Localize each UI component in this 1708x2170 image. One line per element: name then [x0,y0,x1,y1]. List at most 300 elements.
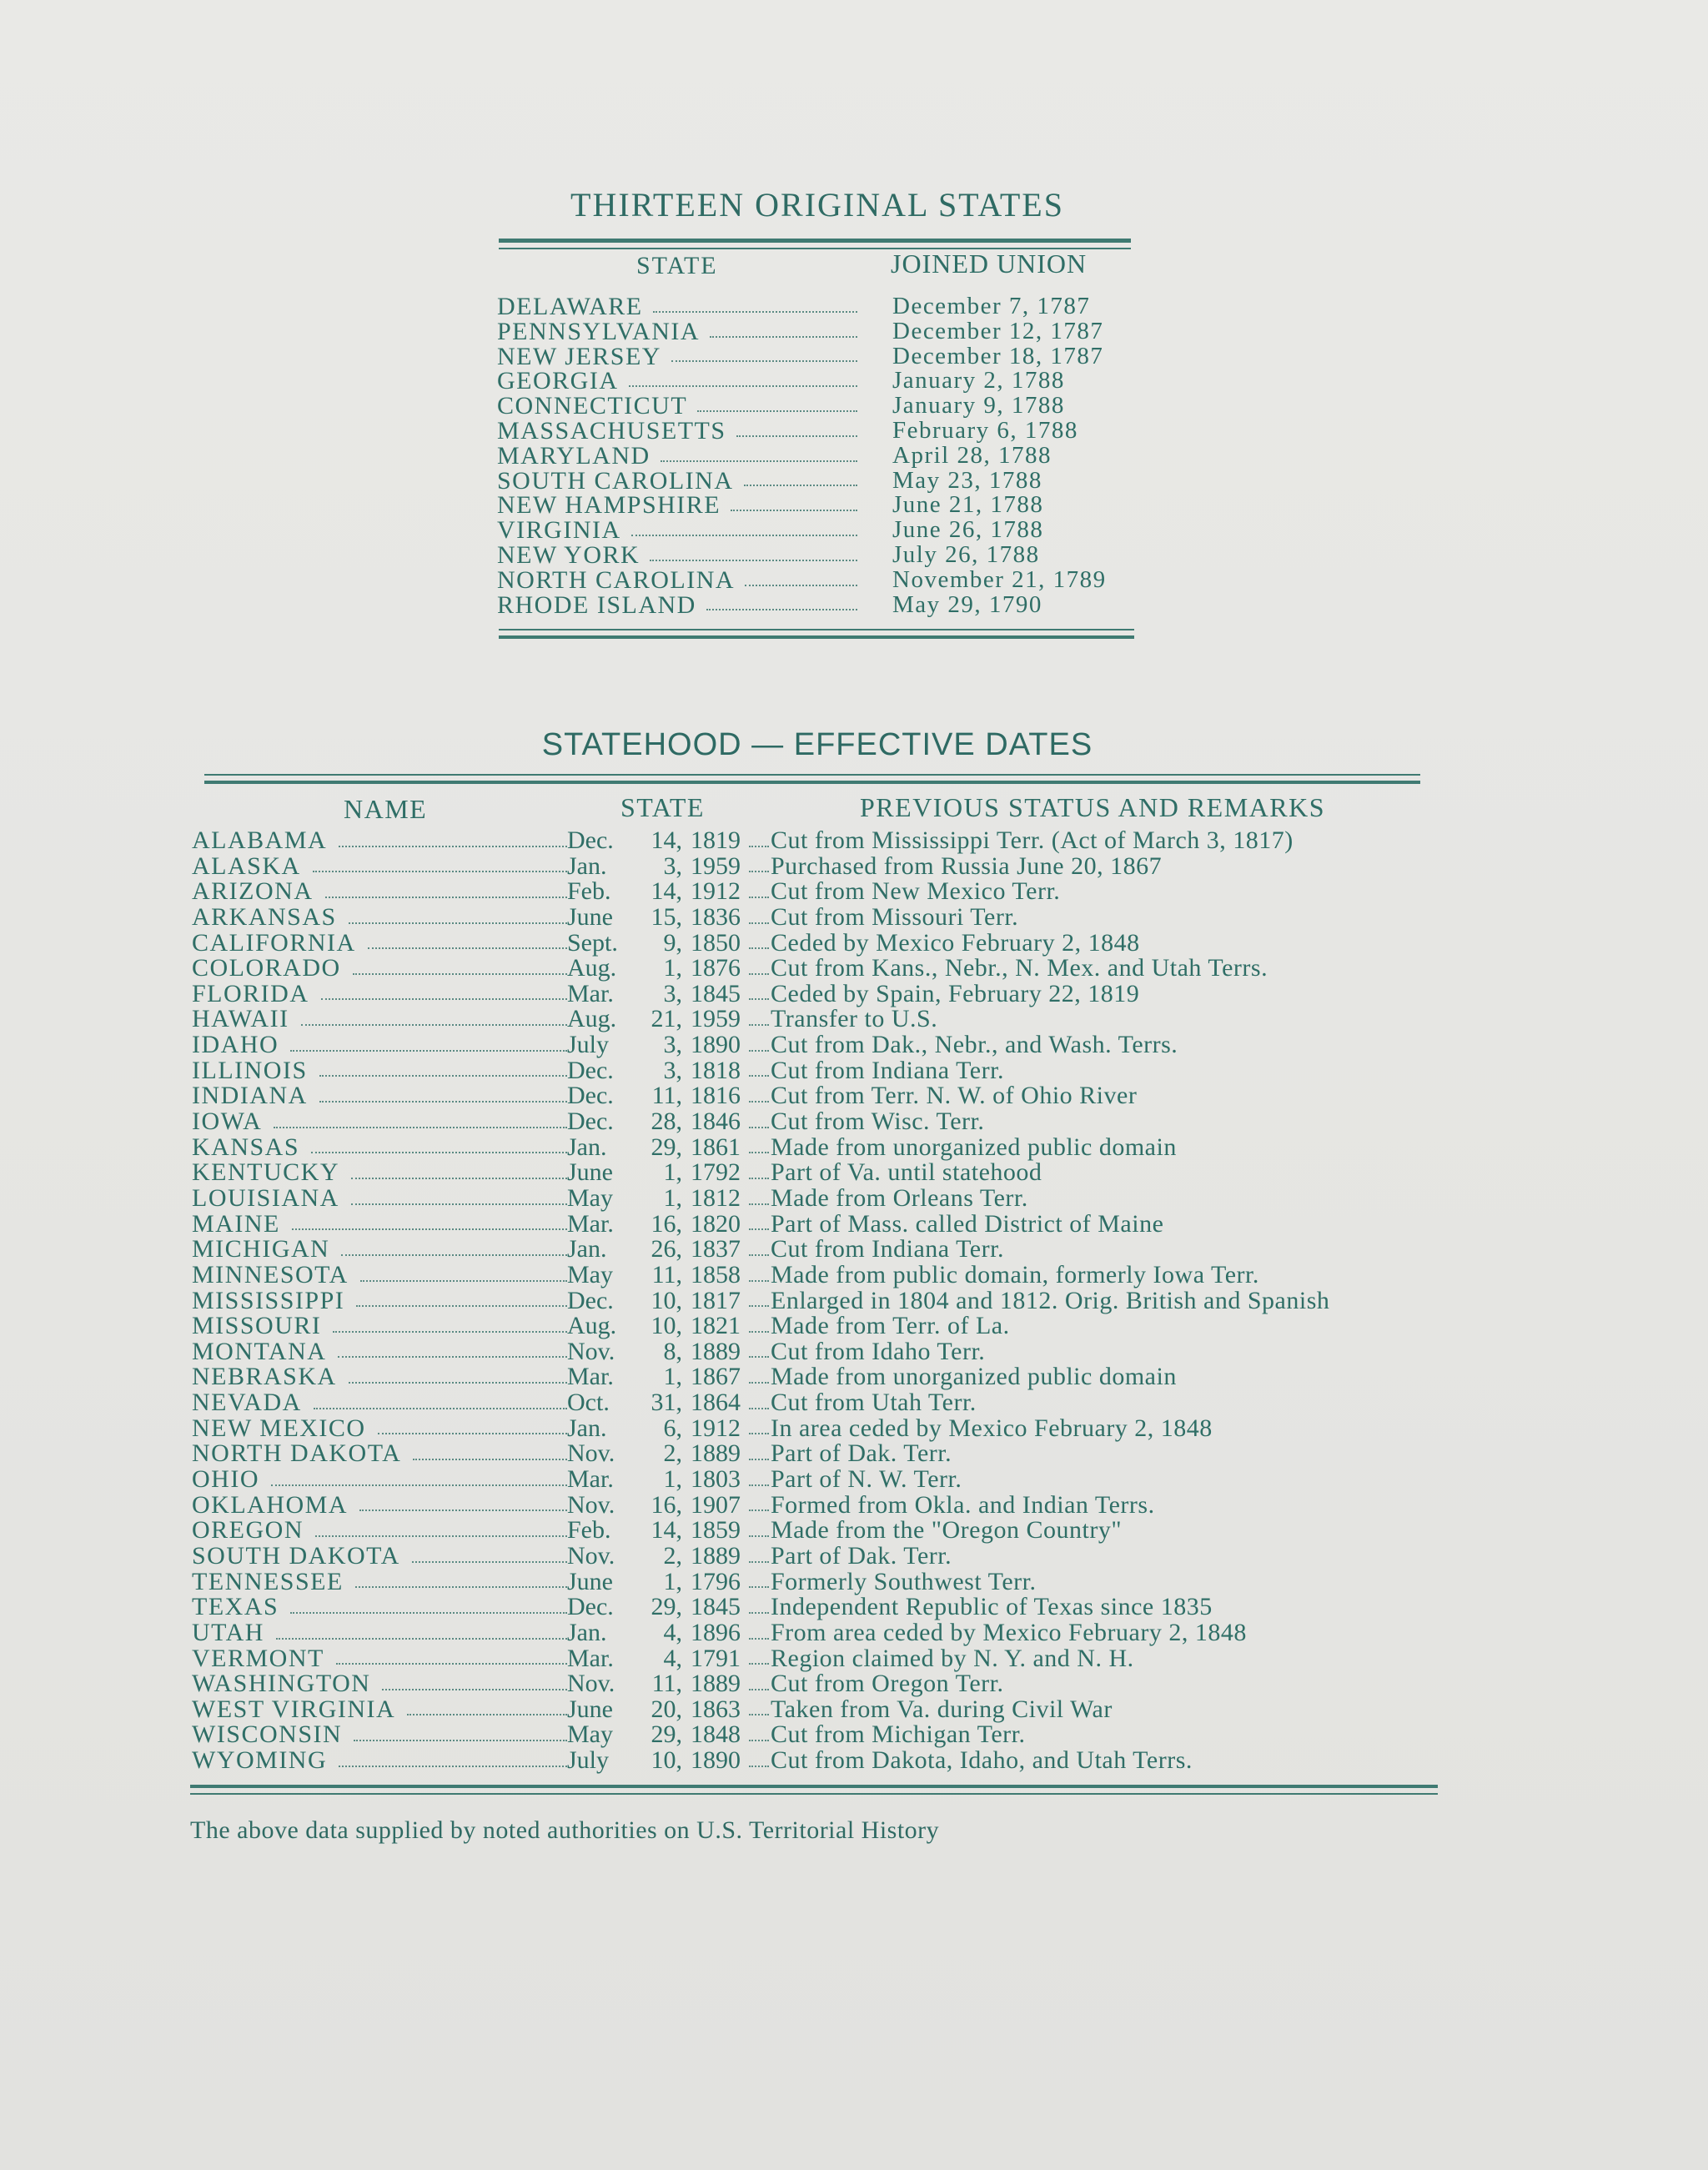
leader-dots [749,1083,769,1103]
original-state-name-cell [497,394,864,419]
leader-dots [274,1109,567,1128]
leader-dots [313,854,567,873]
statehood-day: 21, [651,1005,682,1033]
statehood-month: Jan. [567,1414,607,1442]
statehood-remark: Independent Republic of Texas since 1835 [771,1593,1213,1621]
statehood-row [192,1697,1393,1723]
statehood-month: May [567,1260,613,1288]
statehood-year: 1896 [691,1618,741,1646]
leader-dots [749,1416,769,1435]
leader-dots [368,931,567,950]
statehood-year: 1848 [691,1720,741,1749]
statehood-year: 1836 [691,902,741,931]
statehood-name-cell [192,1135,567,1161]
leader-dots [653,294,857,313]
original-state-name-cell [497,469,864,494]
statehood-year: 1876 [691,954,741,982]
statehood-name-cell [192,905,567,931]
statehood-name-cell [192,1263,567,1288]
statehood-state-name: ARKANSAS [192,904,337,931]
statehood-state-name: IDAHO [192,1032,279,1058]
leader-dots [749,1263,769,1282]
statehood-state-name: TENNESSEE [192,1569,344,1595]
leader-dots [749,1467,769,1486]
original-state-joined-date: December 12, 1787 [892,317,1104,344]
statehood-remark: Cut from Kans., Nebr., N. Mex. and Utah Terrs. [771,954,1268,982]
original-states-bottom-rule-thick [499,635,1134,639]
statehood-day: 29, [651,1133,682,1161]
leader-dots [749,828,769,847]
statehood-name-cell [192,1007,567,1032]
leader-dots [359,1493,567,1512]
statehood-month: Nov. [567,1541,615,1570]
statehood-year: 1863 [691,1695,741,1723]
leader-dots [749,931,769,950]
statehood-state-name: COLORADO [192,956,341,982]
statehood-year: 1889 [691,1439,741,1468]
statehood-day: 11, [651,1670,682,1698]
statehood-day: 14, [651,826,682,854]
statehood-row [192,928,1393,957]
statehood-year: 1912 [691,1414,741,1442]
leader-dots [749,1722,769,1741]
statehood-name-cell [192,1570,567,1595]
statehood-remark: Cut from Oregon Terr. [771,1670,1004,1698]
statehood-header-state: STATE [620,792,705,822]
leader-dots [749,1007,769,1026]
statehood-row [192,1288,1393,1314]
statehood-header-remarks: PREVIOUS STATUS AND REMARKS [860,792,1326,822]
leader-dots [271,1467,567,1486]
statehood-row [192,1058,1393,1084]
original-state-joined-date: July 26, 1788 [892,540,1040,568]
statehood-month: Mar. [567,1363,614,1391]
statehood-state-name: WASHINGTON [192,1671,371,1697]
statehood-year: 1907 [691,1490,741,1519]
statehood-state-name: KANSAS [192,1134,300,1161]
statehood-row [192,879,1393,905]
statehood-remark: Part of N. W. Terr. [771,1465,962,1494]
original-state-name-cell [497,344,864,369]
leader-dots [314,1390,567,1409]
statehood-state-name: ARIZONA [192,879,314,905]
statehood-name-cell [192,1493,567,1519]
original-state-name-cell [497,543,864,568]
statehood-year: 1889 [691,1541,741,1570]
statehood-remark: Cut from Indiana Terr. [771,1056,1004,1084]
statehood-remark: Region claimed by N. Y. and N. H. [771,1644,1134,1672]
original-state-name: NEW HAMPSHIRE [497,493,721,519]
statehood-state-name: MICHIGAN [192,1237,330,1263]
statehood-month: Jan. [567,851,607,880]
statehood-month: Nov. [567,1490,615,1519]
statehood-row [192,1364,1393,1390]
statehood-day: 16, [651,1490,682,1519]
original-state-row [497,319,1139,344]
statehood-day: 3, [663,1031,682,1059]
statehood-year: 1861 [691,1133,741,1161]
statehood-header-name: NAME [344,794,428,824]
statehood-name-cell [192,1237,567,1263]
original-state-joined-date: June 26, 1788 [892,516,1044,544]
statehood-row [192,1441,1393,1467]
statehood-remark: Taken from Va. during Civil War [771,1695,1113,1723]
leader-dots [412,1544,567,1563]
leader-dots [731,493,857,511]
statehood-name-cell [192,1314,567,1339]
original-state-joined-date: April 28, 1788 [892,441,1052,469]
statehood-year: 1850 [691,928,741,957]
statehood-row [192,828,1393,854]
statehood-month: May [567,1183,613,1212]
statehood-row [192,1339,1393,1365]
statehood-name-cell [192,1339,567,1365]
statehood-name-cell [192,1620,567,1646]
statehood-year: 1821 [691,1312,741,1340]
statehood-year: 1858 [691,1260,741,1288]
statehood-name-cell [192,854,567,880]
statehood-remark: Cut from Wisc. Terr. [771,1108,985,1136]
statehood-month: Sept. [567,928,618,957]
statehood-row [192,1007,1393,1032]
statehood-year: 1867 [691,1363,741,1391]
original-state-row [497,466,1139,494]
statehood-month: May [567,1720,613,1749]
statehood-day: 20, [651,1695,682,1723]
statehood-title: STATEHOOD — EFFECTIVE DATES [541,727,1093,762]
statehood-state-name: KENTUCKY [192,1160,339,1186]
original-states-top-rule-thick [499,239,1131,243]
leader-dots [749,1186,769,1205]
statehood-month: Jan. [567,1235,607,1263]
statehood-remark: Part of Dak. Terr. [771,1541,952,1570]
leader-dots [290,1032,567,1052]
statehood-day: 1, [663,1363,682,1391]
original-state-name: GEORGIA [497,369,619,394]
leader-dots [749,1339,769,1359]
statehood-year: 1816 [691,1082,741,1110]
leader-dots [661,444,857,462]
original-state-name-cell [497,419,864,444]
leader-dots [349,905,567,924]
statehood-month: Dec. [567,1593,614,1621]
statehood-remark: Cut from Michigan Terr. [771,1720,1026,1749]
statehood-day: 14, [651,877,682,906]
leader-dots [339,828,567,847]
statehood-remark: Cut from Indiana Terr. [771,1235,1004,1263]
statehood-row [192,1748,1393,1774]
statehood-year: 1791 [691,1644,741,1672]
leader-dots [749,1135,769,1154]
leader-dots [749,1314,769,1333]
statehood-month: June [567,1695,613,1723]
original-state-name: NORTH CAROLINA [497,567,736,593]
statehood-day: 3, [663,851,682,880]
statehood-state-name: ALASKA [192,853,301,880]
statehood-month: Nov. [567,1439,615,1468]
statehood-name-cell [192,1595,567,1620]
statehood-bottom-rule-thin [190,1793,1438,1795]
statehood-name-cell [192,1186,567,1212]
statehood-day: 2, [663,1439,682,1468]
leader-dots [749,1518,769,1537]
statehood-row [192,1671,1393,1697]
statehood-day: 10, [651,1286,682,1314]
statehood-day: 4, [663,1618,682,1646]
statehood-remark: Cut from Missouri Terr. [771,902,1019,931]
statehood-month: Nov. [567,1337,615,1365]
statehood-remark: Cut from Mississippi Terr. (Act of March 3, 1817) [771,826,1294,854]
leader-dots [697,394,857,412]
statehood-month: Jan. [567,1618,607,1646]
statehood-month: Aug. [567,1312,617,1340]
statehood-row [192,1237,1393,1263]
statehood-day: 4, [663,1644,682,1672]
statehood-state-name: NEW MEXICO [192,1415,366,1442]
statehood-name-cell [192,1748,567,1774]
leader-dots [749,1390,769,1409]
statehood-state-name: SOUTH DAKOTA [192,1543,400,1570]
statehood-state-name: NORTH DAKOTA [192,1441,402,1468]
leader-dots [749,1697,769,1716]
leader-dots [336,1646,567,1665]
statehood-day: 1, [663,1567,682,1595]
original-states-header-state: STATE [636,252,718,279]
original-state-name: PENNSYLVANIA [497,319,701,344]
statehood-day: 3, [663,1056,682,1084]
statehood-month: Dec. [567,1056,614,1084]
statehood-name-cell [192,1544,567,1570]
statehood-day: 11, [651,1260,682,1288]
leader-dots [749,982,769,1001]
statehood-year: 1845 [691,979,741,1007]
statehood-day: 16, [651,1209,682,1238]
original-state-row [497,416,1139,444]
leader-dots [413,1441,567,1460]
statehood-state-name: HAWAII [192,1007,289,1033]
statehood-name-cell [192,1364,567,1390]
statehood-month: June [567,1158,613,1187]
statehood-day: 10, [651,1312,682,1340]
leader-dots [749,1544,769,1563]
statehood-year: 1845 [691,1593,741,1621]
statehood-row [192,1390,1393,1416]
original-state-joined-date: January 2, 1788 [892,367,1065,394]
original-state-name-cell [497,294,864,319]
leader-dots [749,1620,769,1640]
statehood-remark: Purchased from Russia June 20, 1867 [771,851,1163,880]
statehood-day: 29, [651,1720,682,1749]
leader-dots [749,1058,769,1077]
leader-dots [749,1160,769,1179]
leader-dots [351,1186,567,1205]
original-state-joined-date: December 7, 1787 [892,293,1091,319]
leader-dots [341,1237,567,1256]
statehood-remark: Ceded by Spain, February 22, 1819 [771,979,1140,1007]
statehood-year: 1890 [691,1746,741,1775]
statehood-state-name: UTAH [192,1620,264,1646]
leader-dots [745,568,857,586]
statehood-state-name: MINNESOTA [192,1262,349,1288]
statehood-day: 3, [663,979,682,1007]
leader-dots [749,1288,769,1308]
statehood-remark: Cut from Dakota, Idaho, and Utah Terrs. [771,1746,1193,1775]
statehood-day: 15, [651,902,682,931]
original-state-row [497,394,1139,419]
statehood-month: Feb. [567,1516,611,1545]
statehood-remark: Cut from New Mexico Terr. [771,877,1061,906]
statehood-year: 1959 [691,1005,741,1033]
leader-dots [749,1441,769,1460]
leader-dots [333,1314,567,1333]
statehood-month: June [567,1567,613,1595]
leader-dots [325,879,568,898]
statehood-state-name: IOWA [192,1109,263,1135]
original-state-name: SOUTH CAROLINA [497,468,734,494]
leader-dots [749,1646,769,1665]
statehood-bottom-rule-thick [190,1785,1438,1788]
statehood-state-name: LOUISIANA [192,1185,339,1212]
statehood-name-cell [192,1288,567,1314]
original-state-joined-date: May 23, 1788 [892,466,1042,494]
leader-dots [319,1058,567,1077]
statehood-remark: Transfer to U.S. [771,1005,938,1033]
statehood-day: 28, [651,1108,682,1136]
statehood-year: 1890 [691,1031,741,1059]
leader-dots [631,518,857,536]
statehood-remark: Made from the "Oregon Country" [771,1516,1123,1545]
statehood-state-name: CALIFORNIA [192,930,356,957]
statehood-year: 1859 [691,1516,741,1545]
statehood-state-name: MAINE [192,1211,280,1238]
statehood-name-cell [192,1416,567,1442]
statehood-year: 1889 [691,1337,741,1365]
leader-dots [319,1083,567,1103]
statehood-state-name: FLORIDA [192,981,309,1007]
leader-dots [749,1595,769,1614]
statehood-month: June [567,902,613,931]
statehood-row [192,1314,1393,1339]
original-state-name-cell [497,369,864,394]
original-state-row [497,518,1139,543]
statehood-year: 1817 [691,1286,741,1314]
original-state-name-cell [497,568,864,593]
original-state-row [497,590,1139,618]
statehood-row [192,1541,1393,1570]
leader-dots [749,1109,769,1128]
statehood-state-name: ALABAMA [192,828,328,854]
statehood-name-cell [192,956,567,982]
original-state-joined-date: May 29, 1790 [892,590,1042,618]
leader-dots [749,1032,769,1052]
statehood-remark: Made from public domain, formerly Iowa Terr. [771,1260,1259,1288]
leader-dots [338,1339,567,1359]
statehood-year: 1812 [691,1183,741,1212]
statehood-remark: Cut from Utah Terr. [771,1389,977,1417]
statehood-row [192,851,1393,880]
statehood-row [192,1467,1393,1493]
statehood-row [192,1109,1393,1135]
statehood-day: 1, [663,1158,682,1187]
statehood-day: 1, [663,954,682,982]
statehood-row [192,1183,1393,1212]
statehood-name-cell [192,828,567,854]
statehood-day: 2, [663,1541,682,1570]
original-states-list [497,294,1139,617]
statehood-row [192,956,1393,982]
statehood-year: 1818 [691,1056,741,1084]
statehood-state-name: OREGON [192,1518,304,1544]
leader-dots [749,1748,769,1767]
leader-dots [407,1697,567,1716]
statehood-row [192,1518,1393,1544]
original-state-joined-date: January 9, 1788 [892,392,1065,419]
original-state-row [497,565,1139,593]
statehood-row [192,1135,1393,1161]
statehood-name-cell [192,931,567,957]
statehood-year: 1792 [691,1158,741,1187]
statehood-month: Dec. [567,1108,614,1136]
statehood-remark: Part of Va. until statehood [771,1158,1042,1187]
leader-dots [321,982,567,1001]
statehood-name-cell [192,1722,567,1748]
statehood-state-name: WISCONSIN [192,1722,343,1749]
statehood-row [192,902,1393,931]
statehood-day: 6, [663,1414,682,1442]
statehood-name-cell [192,1467,567,1493]
statehood-row [192,1620,1393,1646]
original-state-name-cell [497,518,864,543]
statehood-state-name: NEBRASKA [192,1364,337,1391]
statehood-name-cell [192,1697,567,1723]
statehood-month: Dec. [567,1082,614,1110]
statehood-name-cell [192,1212,567,1238]
original-states-bottom-rule-thin [499,629,1134,630]
statehood-remark: Made from unorganized public domain [771,1133,1177,1161]
statehood-day: 8, [663,1337,682,1365]
statehood-state-name: TEXAS [192,1595,279,1620]
original-state-row [497,344,1139,369]
statehood-month: Nov. [567,1670,615,1698]
statehood-year: 1796 [691,1567,741,1595]
leader-dots [749,879,769,898]
statehood-state-name: NEVADA [192,1390,302,1416]
leader-dots [301,1007,567,1026]
statehood-year: 1912 [691,877,741,906]
leader-dots [650,543,857,561]
original-state-name: VIRGINIA [497,518,621,543]
statehood-state-name: WYOMING [192,1748,328,1774]
statehood-row [192,1722,1393,1748]
leader-dots [671,344,857,363]
original-state-name: CONNECTICUT [497,394,688,419]
statehood-year: 1819 [691,826,741,854]
statehood-name-cell [192,1160,567,1186]
leader-dots [290,1595,567,1614]
statehood-month: Feb. [567,877,611,906]
statehood-remark: In area ceded by Mexico February 2, 1848 [771,1414,1213,1442]
statehood-row [192,1567,1393,1595]
leader-dots [749,1212,769,1231]
statehood-day: 9, [663,928,682,957]
leader-dots [292,1212,567,1231]
leader-dots [736,419,857,437]
statehood-day: 1, [663,1183,682,1212]
original-state-name-cell [497,493,864,518]
leader-dots [349,1364,567,1384]
leader-dots [356,1288,567,1308]
original-state-name: MARYLAND [497,443,651,469]
